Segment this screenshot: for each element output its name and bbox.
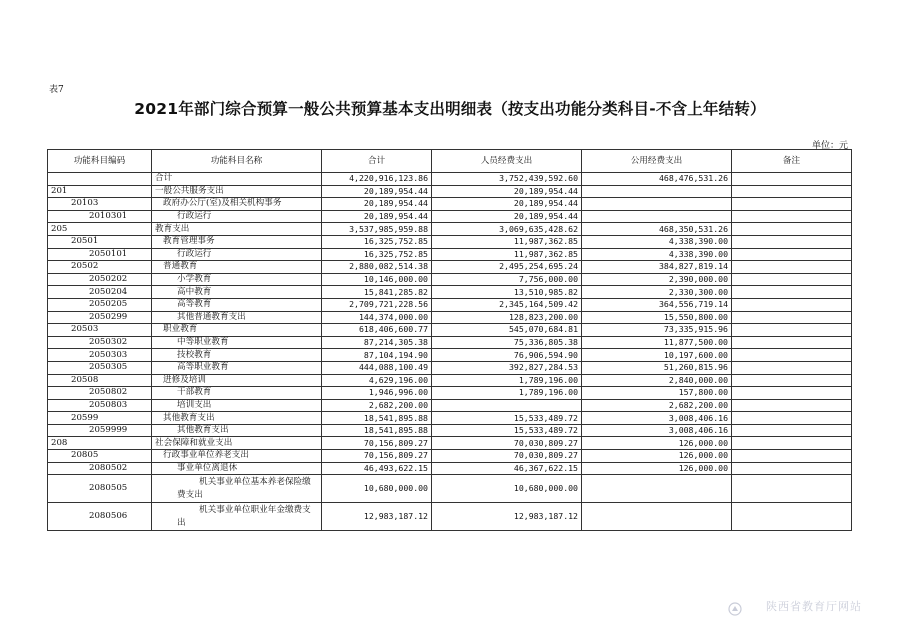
row-total: 20,189,954.44 xyxy=(322,185,432,198)
row-note xyxy=(732,450,852,463)
row-note xyxy=(732,185,852,198)
row-public: 2,390,000.00 xyxy=(582,273,732,286)
row-name: 机关事业单位职业年金缴费支出 xyxy=(152,503,322,531)
row-name: 行政事业单位养老支出 xyxy=(152,450,322,463)
row-note xyxy=(732,248,852,261)
row-code: 2050299 xyxy=(48,311,152,324)
row-total: 12,983,187.12 xyxy=(322,503,432,531)
row-note xyxy=(732,198,852,211)
row-name: 其他教育支出 xyxy=(152,424,322,437)
row-personnel: 1,789,196.00 xyxy=(432,387,582,400)
row-name: 中等职业教育 xyxy=(152,336,322,349)
row-public: 468,350,531.26 xyxy=(582,223,732,236)
row-note xyxy=(732,311,852,324)
row-note xyxy=(732,286,852,299)
row-public: 126,000.00 xyxy=(582,437,732,450)
row-note xyxy=(732,235,852,248)
row-name: 教育支出 xyxy=(152,223,322,236)
row-name: 高中教育 xyxy=(152,286,322,299)
row-public: 364,556,719.14 xyxy=(582,298,732,311)
row-name: 培训支出 xyxy=(152,399,322,412)
row-personnel: 70,030,809.27 xyxy=(432,437,582,450)
row-code: 2050803 xyxy=(48,399,152,412)
table-row xyxy=(48,198,852,211)
row-code: 20599 xyxy=(48,412,152,425)
row-note xyxy=(732,462,852,475)
row-public: 73,335,915.96 xyxy=(582,324,732,337)
row-note xyxy=(732,387,852,400)
row-name: 其他教育支出 xyxy=(152,412,322,425)
row-public xyxy=(582,503,732,531)
header-total: 合计 xyxy=(322,150,432,173)
row-name: 高等职业教育 xyxy=(152,361,322,374)
table-row xyxy=(48,450,852,463)
row-name: 其他普通教育支出 xyxy=(152,311,322,324)
table-header-row xyxy=(48,150,852,173)
row-code: 2050802 xyxy=(48,387,152,400)
row-code: 2059999 xyxy=(48,424,152,437)
row-code: 2050101 xyxy=(48,248,152,261)
row-public: 157,800.00 xyxy=(582,387,732,400)
row-code: 2050205 xyxy=(48,298,152,311)
row-code: 20503 xyxy=(48,324,152,337)
row-name: 一般公共服务支出 xyxy=(152,185,322,198)
row-name: 高等教育 xyxy=(152,298,322,311)
row-public: 11,877,500.00 xyxy=(582,336,732,349)
row-personnel: 20,189,954.44 xyxy=(432,198,582,211)
table-row xyxy=(48,273,852,286)
row-personnel: 20,189,954.44 xyxy=(432,185,582,198)
table-row xyxy=(48,387,852,400)
row-code: 2010301 xyxy=(48,210,152,223)
row-code: 20502 xyxy=(48,261,152,274)
row-total: 1,946,996.00 xyxy=(322,387,432,400)
row-public: 384,827,819.14 xyxy=(582,261,732,274)
row-public: 468,476,531.26 xyxy=(582,173,732,186)
row-personnel: 75,336,805.38 xyxy=(432,336,582,349)
row-public: 4,338,390.00 xyxy=(582,235,732,248)
row-total: 2,880,082,514.38 xyxy=(322,261,432,274)
table-row xyxy=(48,399,852,412)
row-public xyxy=(582,198,732,211)
row-note xyxy=(732,361,852,374)
row-total: 70,156,809.27 xyxy=(322,450,432,463)
row-personnel: 3,752,439,592.60 xyxy=(432,173,582,186)
row-personnel: 20,189,954.44 xyxy=(432,210,582,223)
row-personnel: 2,495,254,695.24 xyxy=(432,261,582,274)
row-code: 2050305 xyxy=(48,361,152,374)
row-code: 2080502 xyxy=(48,462,152,475)
row-total: 87,214,305.38 xyxy=(322,336,432,349)
row-name: 小学教育 xyxy=(152,273,322,286)
row-personnel: 7,756,000.00 xyxy=(432,273,582,286)
row-name: 教育管理事务 xyxy=(152,235,322,248)
row-code: 20508 xyxy=(48,374,152,387)
row-public: 51,260,815.96 xyxy=(582,361,732,374)
row-personnel: 46,367,622.15 xyxy=(432,462,582,475)
row-total: 87,104,194.90 xyxy=(322,349,432,362)
row-public: 2,330,300.00 xyxy=(582,286,732,299)
row-note xyxy=(732,424,852,437)
unit-label: 单位：元 xyxy=(811,141,848,151)
table-row xyxy=(48,286,852,299)
row-note xyxy=(732,399,852,412)
row-total: 16,325,752.85 xyxy=(322,235,432,248)
watermark-text: 陕西省教育厅网站 xyxy=(766,600,862,613)
header-code: 功能科目编码 xyxy=(48,150,152,173)
row-note xyxy=(732,210,852,223)
row-total: 618,406,600.77 xyxy=(322,324,432,337)
row-code: 2050302 xyxy=(48,336,152,349)
row-public: 3,008,406.16 xyxy=(582,424,732,437)
row-code: 201 xyxy=(48,185,152,198)
table-number-label: 表7 xyxy=(49,85,64,95)
row-code: 2050204 xyxy=(48,286,152,299)
row-personnel: 15,533,489.72 xyxy=(432,424,582,437)
row-note xyxy=(732,475,852,503)
row-name: 合计 xyxy=(152,173,322,186)
row-code: 2050303 xyxy=(48,349,152,362)
row-personnel: 392,827,284.53 xyxy=(432,361,582,374)
row-name: 职业教育 xyxy=(152,324,322,337)
row-total: 3,537,985,959.88 xyxy=(322,223,432,236)
row-personnel: 11,987,362.85 xyxy=(432,248,582,261)
watermark-logo-icon xyxy=(728,602,742,616)
row-code: 2080506 xyxy=(48,503,152,531)
row-note xyxy=(732,223,852,236)
row-personnel: 15,533,489.72 xyxy=(432,412,582,425)
row-total: 15,841,285.82 xyxy=(322,286,432,299)
table-row xyxy=(48,324,852,337)
row-name: 政府办公厅(室)及相关机构事务 xyxy=(152,198,322,211)
row-public: 15,550,800.00 xyxy=(582,311,732,324)
row-code: 20805 xyxy=(48,450,152,463)
row-personnel: 1,789,196.00 xyxy=(432,374,582,387)
row-total: 2,682,200.00 xyxy=(322,399,432,412)
header-name: 功能科目名称 xyxy=(152,150,322,173)
row-code xyxy=(48,173,152,186)
row-total: 444,088,100.49 xyxy=(322,361,432,374)
table-row xyxy=(48,503,852,531)
row-name: 行政运行 xyxy=(152,248,322,261)
row-public: 10,197,600.00 xyxy=(582,349,732,362)
header-personnel: 人员经费支出 xyxy=(432,150,582,173)
row-total: 10,680,000.00 xyxy=(322,475,432,503)
row-total: 2,709,721,228.56 xyxy=(322,298,432,311)
row-code: 2050202 xyxy=(48,273,152,286)
row-total: 20,189,954.44 xyxy=(322,210,432,223)
table-row xyxy=(48,298,852,311)
row-personnel: 11,987,362.85 xyxy=(432,235,582,248)
row-note xyxy=(732,324,852,337)
table-row xyxy=(48,374,852,387)
row-personnel: 3,069,635,428.62 xyxy=(432,223,582,236)
row-total: 46,493,622.15 xyxy=(322,462,432,475)
table-row xyxy=(48,412,852,425)
row-personnel xyxy=(432,399,582,412)
row-personnel: 128,823,200.00 xyxy=(432,311,582,324)
table-row xyxy=(48,349,852,362)
row-name: 事业单位离退休 xyxy=(152,462,322,475)
row-total: 144,374,000.00 xyxy=(322,311,432,324)
row-note xyxy=(732,273,852,286)
row-note xyxy=(732,374,852,387)
row-code: 20501 xyxy=(48,235,152,248)
row-total: 4,629,196.00 xyxy=(322,374,432,387)
row-code: 20103 xyxy=(48,198,152,211)
row-code: 2080505 xyxy=(48,475,152,503)
row-note xyxy=(732,173,852,186)
expenditure-table xyxy=(47,149,852,531)
row-note xyxy=(732,336,852,349)
row-public xyxy=(582,475,732,503)
table-row xyxy=(48,235,852,248)
header-note: 备注 xyxy=(732,150,852,173)
table-row xyxy=(48,424,852,437)
row-total: 70,156,809.27 xyxy=(322,437,432,450)
row-name: 普通教育 xyxy=(152,261,322,274)
table-row xyxy=(48,210,852,223)
row-public: 2,840,000.00 xyxy=(582,374,732,387)
row-name: 干部教育 xyxy=(152,387,322,400)
table-row xyxy=(48,173,852,186)
row-public: 126,000.00 xyxy=(582,462,732,475)
document-title: 2021年部门综合预算一般公共预算基本支出明细表（按支出功能分类科目-不含上年结转） xyxy=(134,100,766,118)
table-row xyxy=(48,437,852,450)
table-row xyxy=(48,311,852,324)
row-public: 126,000.00 xyxy=(582,450,732,463)
row-note xyxy=(732,298,852,311)
row-personnel: 2,345,164,509.42 xyxy=(432,298,582,311)
table-row xyxy=(48,261,852,274)
row-code: 205 xyxy=(48,223,152,236)
row-public xyxy=(582,210,732,223)
row-total: 10,146,000.00 xyxy=(322,273,432,286)
row-total: 4,220,916,123.86 xyxy=(322,173,432,186)
row-total: 18,541,895.88 xyxy=(322,412,432,425)
row-public: 3,008,406.16 xyxy=(582,412,732,425)
row-name: 进修及培训 xyxy=(152,374,322,387)
table-row xyxy=(48,462,852,475)
row-note xyxy=(732,503,852,531)
row-personnel: 12,983,187.12 xyxy=(432,503,582,531)
row-personnel: 70,030,809.27 xyxy=(432,450,582,463)
table-row xyxy=(48,475,852,503)
row-note xyxy=(732,437,852,450)
row-personnel: 76,906,594.90 xyxy=(432,349,582,362)
table-row xyxy=(48,223,852,236)
row-name: 机关事业单位基本养老保险缴费支出 xyxy=(152,475,322,503)
table-row xyxy=(48,248,852,261)
row-note xyxy=(732,412,852,425)
row-note xyxy=(732,261,852,274)
table-row xyxy=(48,336,852,349)
row-total: 20,189,954.44 xyxy=(322,198,432,211)
row-total: 18,541,895.88 xyxy=(322,424,432,437)
row-code: 208 xyxy=(48,437,152,450)
row-name: 技校教育 xyxy=(152,349,322,362)
row-total: 16,325,752.85 xyxy=(322,248,432,261)
row-public: 4,338,390.00 xyxy=(582,248,732,261)
row-public: 2,682,200.00 xyxy=(582,399,732,412)
row-personnel: 545,070,684.81 xyxy=(432,324,582,337)
row-name: 行政运行 xyxy=(152,210,322,223)
table-row xyxy=(48,185,852,198)
header-public: 公用经费支出 xyxy=(582,150,732,173)
row-name: 社会保障和就业支出 xyxy=(152,437,322,450)
table-row xyxy=(48,361,852,374)
row-personnel: 10,680,000.00 xyxy=(432,475,582,503)
row-personnel: 13,510,985.82 xyxy=(432,286,582,299)
row-note xyxy=(732,349,852,362)
row-public xyxy=(582,185,732,198)
